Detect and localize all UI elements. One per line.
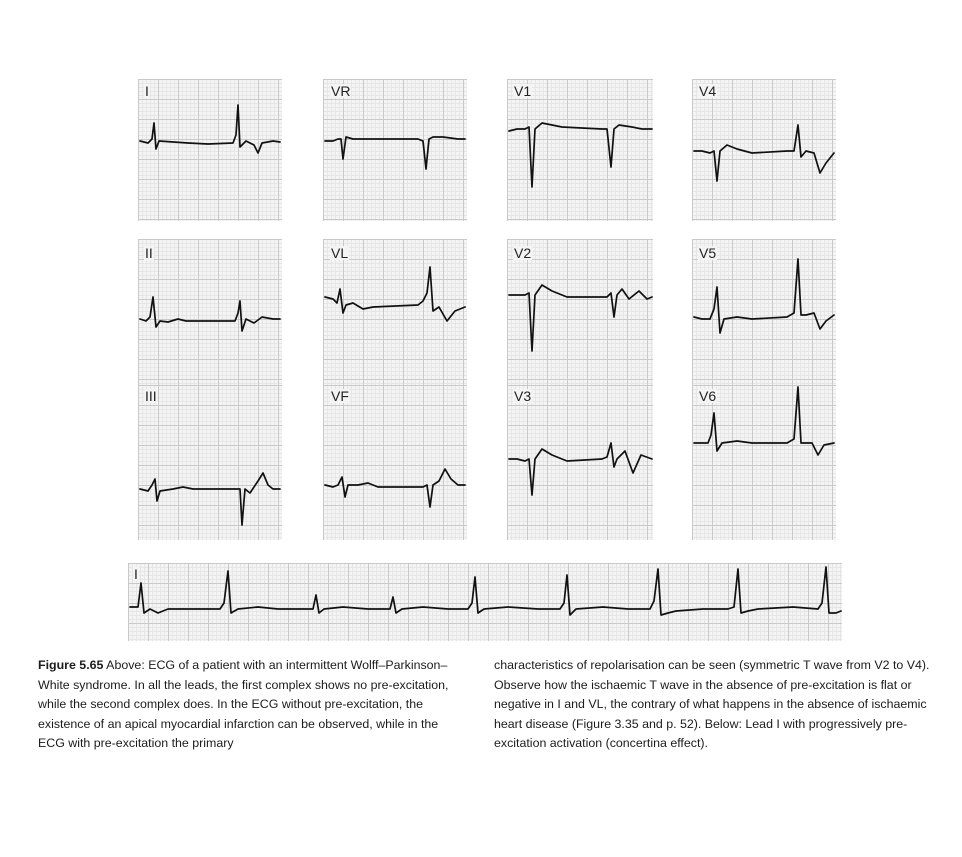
lead-label-V3: V3	[514, 388, 532, 404]
lead-label-VR: VR	[331, 83, 351, 99]
lead-label-I: I	[145, 83, 149, 99]
ecg-trace-VL	[323, 239, 467, 385]
lead-label-V2: V2	[514, 245, 532, 261]
lead-label-V5: V5	[699, 245, 717, 261]
lead-label-II: II	[145, 245, 153, 261]
lead-label-V6: V6	[699, 388, 717, 404]
ecg-trace-VR	[323, 79, 467, 221]
lead-label-strip: I	[134, 566, 138, 582]
caption-right	[494, 656, 942, 754]
caption-left	[38, 656, 466, 754]
ecg-trace-V4	[692, 79, 836, 221]
caption-left-text: Above: ECG of a patient with an intermittent Wolff–Parkinson–White syndrome. In all the leads, the first complex shows no pre-excitation, while the second complex does. In the ECG without pre-excitation, the existence of an apical myocardial infarction can be observed, while in the ECG with pre-excitation the primary	[38, 658, 449, 751]
ecg-trace-V3	[507, 385, 653, 540]
lead-label-V4: V4	[699, 83, 717, 99]
lead-label-III: III	[145, 388, 157, 404]
ecg-trace-V2	[507, 239, 653, 385]
ecg-trace-I	[138, 79, 282, 221]
caption-right-text: characteristics of repolarisation can be seen (symmetric T wave from V2 to V4). Observe how the ischaemic T wave in the absence of pre-excitation is flat or negative in I and VL, the contrary of what happens in the absence of ischaemic heart disease (Figure 3.35 and p. 52). Below: Lead I with progressively pre-excitation activation (concertina effect).	[494, 658, 930, 751]
lead-label-VF: VF	[331, 388, 349, 404]
lead-label-VL: VL	[331, 245, 349, 261]
lead-label-V1: V1	[514, 83, 532, 99]
ecg-trace-II	[138, 239, 282, 385]
ecg-trace-VF	[323, 385, 467, 540]
ecg-trace-V5	[692, 239, 836, 385]
ecg-trace-V1	[507, 79, 653, 221]
ecg-trace-strip	[128, 563, 842, 641]
figure-label: Figure 5.65	[38, 658, 104, 672]
ecg-trace-V6	[692, 385, 836, 540]
ecg-trace-III	[138, 385, 282, 540]
